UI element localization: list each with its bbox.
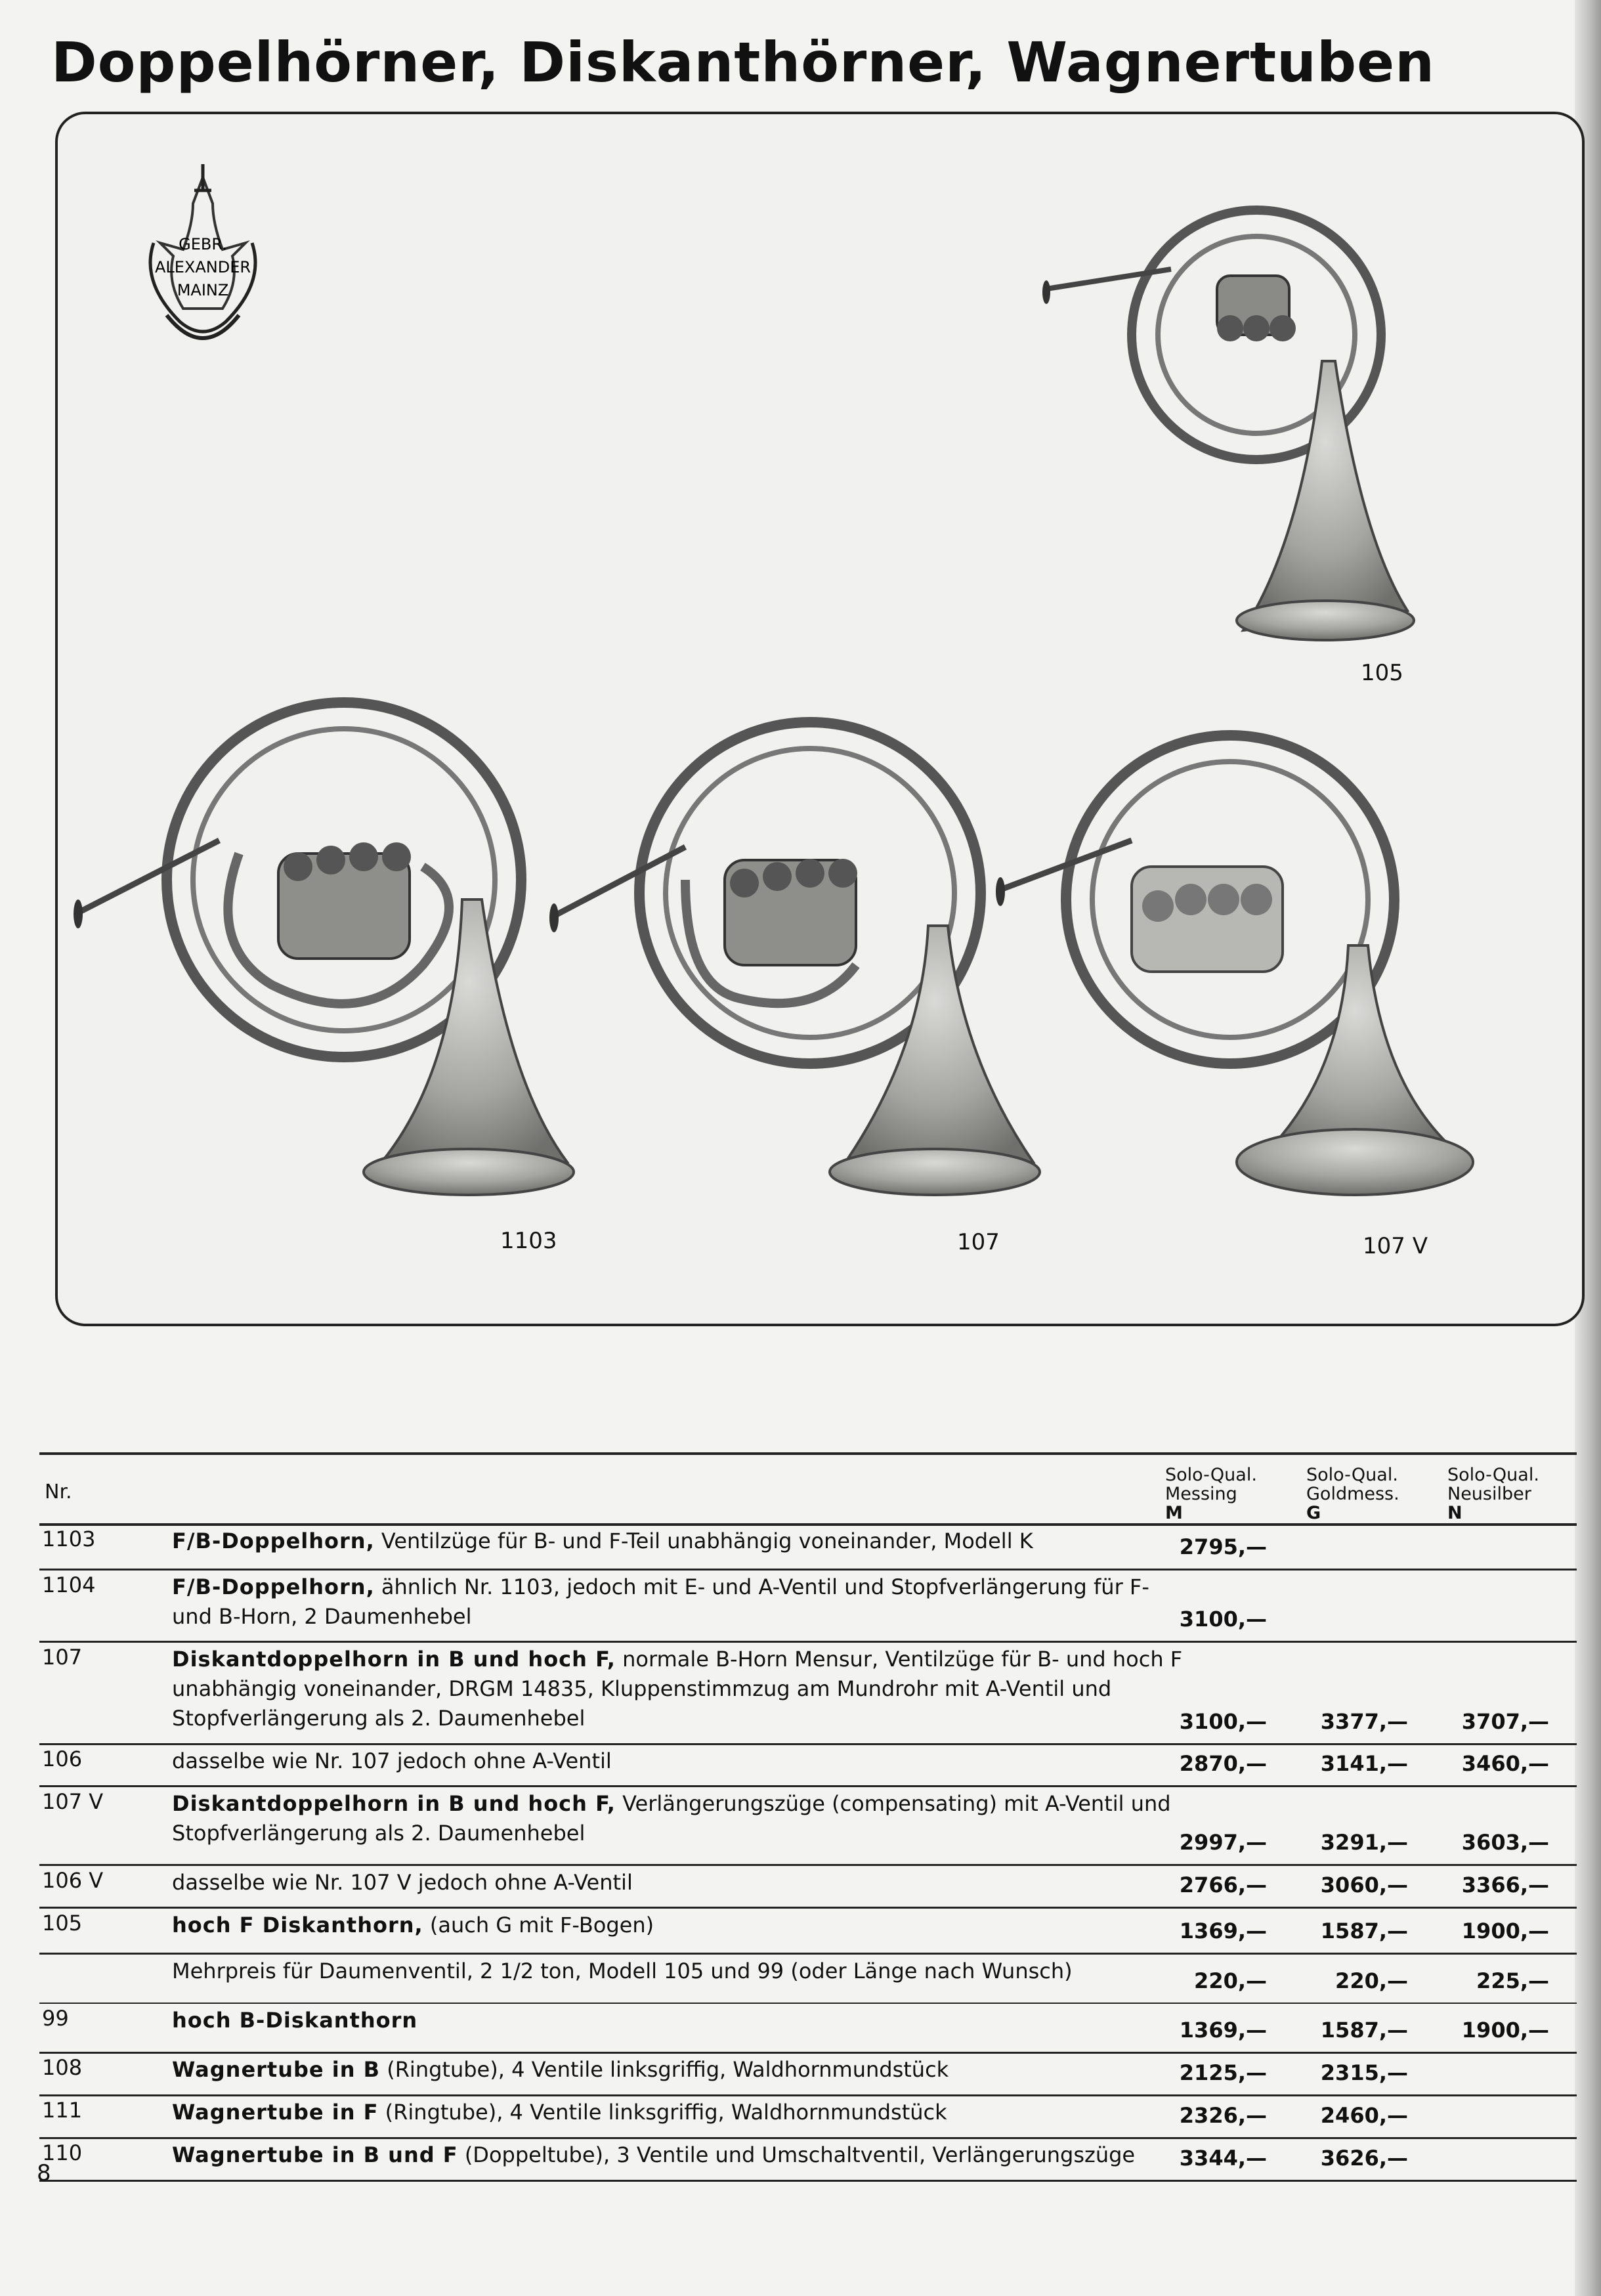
alexander-logo bbox=[150, 164, 255, 338]
page-title: Doppelhörner, Diskanthörner, Wagnertuben bbox=[51, 30, 1435, 95]
row-description bbox=[172, 1527, 1183, 1556]
col-header-code: G bbox=[1306, 1503, 1321, 1523]
horn-1103-image bbox=[74, 703, 574, 1195]
price-g: 2460,— bbox=[1320, 2103, 1408, 2128]
row-description bbox=[172, 1789, 1183, 1848]
table-row bbox=[39, 1789, 1577, 1863]
table-row bbox=[39, 1957, 1577, 2001]
row-text: normale B-Horn Mensur, Ventilzüge für B- und hoch F unabhängig voneinander, DRGM 14835, Kluppenstimmzug am Mundrohr mit A-Ventil und Stopfverlängerung als 2. Daumenhebel bbox=[172, 1647, 1183, 1731]
col-header-code: N bbox=[1447, 1503, 1462, 1523]
row-number: 106 bbox=[42, 1746, 83, 1771]
row-description bbox=[172, 2006, 1183, 2035]
price-m: 3100,— bbox=[1179, 1709, 1267, 1734]
price-g: 1587,— bbox=[1320, 2018, 1408, 2043]
row-text: (Doppeltube), 3 Ventile und Umschaltventil, Verlängerungszüge bbox=[458, 2142, 1136, 2167]
row-number: 107 bbox=[42, 1645, 83, 1670]
col-header-line1: Solo-Qual. bbox=[1447, 1465, 1539, 1485]
row-description bbox=[172, 1572, 1183, 1632]
row-rule bbox=[39, 1953, 1577, 1955]
row-number: 105 bbox=[42, 1911, 83, 1936]
row-number: 108 bbox=[42, 2055, 83, 2080]
table-row bbox=[39, 1746, 1577, 1784]
row-rule bbox=[39, 2003, 1577, 2004]
row-rule bbox=[39, 1569, 1577, 1570]
row-rule bbox=[39, 2094, 1577, 2096]
logo-line-2: ALEXANDER bbox=[154, 258, 251, 276]
horn-107v-image bbox=[996, 735, 1473, 1195]
col-header-line2: Neusilber bbox=[1447, 1484, 1531, 1504]
row-number: 99 bbox=[42, 2006, 69, 2031]
row-rule bbox=[39, 1743, 1577, 1745]
row-text: Verlängerungszüge (compensating) mit A-Ventil und Stopfverlängerung als 2. Daumenhebel bbox=[172, 1791, 1171, 1846]
row-description bbox=[172, 1957, 1183, 1986]
row-title: Wagnertube in B bbox=[172, 2057, 381, 2082]
row-text: Mehrpreis für Daumenventil, 2 1/2 ton, Modell 105 und 99 (oder Länge nach Wunsch) bbox=[172, 1959, 1073, 1983]
horn-107-image bbox=[549, 722, 1040, 1195]
row-number: 107 V bbox=[42, 1789, 104, 1814]
price-m: 2997,— bbox=[1179, 1830, 1267, 1855]
logo-line-1: GEBR. bbox=[179, 235, 227, 253]
row-description bbox=[172, 2055, 1183, 2085]
row-title: Wagnertube in B und F bbox=[172, 2142, 458, 2167]
price-g: 3141,— bbox=[1320, 1751, 1408, 1776]
price-m: 1369,— bbox=[1179, 1918, 1267, 1943]
price-n: 225,— bbox=[1476, 1968, 1549, 1993]
table-top-rule bbox=[39, 1452, 1577, 1455]
table-row bbox=[39, 1527, 1577, 1567]
row-title: hoch B-Diskanthorn bbox=[172, 2008, 418, 2033]
price-g: 2315,— bbox=[1320, 2060, 1408, 2085]
table-row bbox=[39, 2098, 1577, 2136]
row-description bbox=[172, 1868, 1183, 1897]
price-m: 2795,— bbox=[1179, 1534, 1267, 1559]
caption-1103: 1103 bbox=[500, 1228, 557, 1254]
row-title: hoch F Diskanthorn, bbox=[172, 1913, 423, 1938]
row-text: dasselbe wie Nr. 107 V jedoch ohne A-Ventil bbox=[172, 1870, 633, 1895]
price-m: 2766,— bbox=[1179, 1873, 1267, 1897]
row-text: dasselbe wie Nr. 107 jedoch ohne A-Ventil bbox=[172, 1748, 612, 1773]
row-rule bbox=[39, 1864, 1577, 1866]
row-number: 110 bbox=[42, 2140, 83, 2165]
row-rule bbox=[39, 1641, 1577, 1643]
row-rule bbox=[39, 1907, 1577, 1909]
row-text: (Ringtube), 4 Ventile linksgriffig, Waldhornmundstück bbox=[380, 2057, 949, 2082]
price-m: 2326,— bbox=[1179, 2103, 1267, 2128]
row-title: Wagnertube in F bbox=[172, 2100, 379, 2125]
price-m: 3344,— bbox=[1179, 2146, 1267, 2171]
price-g: 1587,— bbox=[1320, 1918, 1408, 1943]
price-g: 3060,— bbox=[1320, 1873, 1408, 1897]
col-header-line1: Solo-Qual. bbox=[1306, 1465, 1398, 1485]
price-g: 3626,— bbox=[1320, 2146, 1408, 2171]
caption-107: 107 bbox=[957, 1229, 1000, 1255]
table-row bbox=[39, 1572, 1577, 1639]
row-title: F/B-Doppelhorn, bbox=[172, 1528, 375, 1553]
table-row bbox=[39, 2140, 1577, 2178]
col-header-goldmess bbox=[1306, 1465, 1399, 1523]
price-n: 3603,— bbox=[1461, 1830, 1549, 1855]
caption-105: 105 bbox=[1361, 660, 1403, 686]
price-n: 3366,— bbox=[1461, 1873, 1549, 1897]
horn-105-image bbox=[1042, 210, 1414, 640]
instrument-illustrations bbox=[55, 112, 1585, 1326]
price-n: 3707,— bbox=[1461, 1709, 1549, 1734]
table-row bbox=[39, 1911, 1577, 1951]
table-row bbox=[39, 2006, 1577, 2050]
row-text: (auch G mit F-Bogen) bbox=[423, 1913, 654, 1938]
row-rule bbox=[39, 1785, 1577, 1787]
price-g: 3291,— bbox=[1320, 1830, 1408, 1855]
row-number: 1103 bbox=[42, 1527, 96, 1551]
col-header-neusilber bbox=[1447, 1465, 1539, 1523]
row-description bbox=[172, 1645, 1183, 1733]
row-description bbox=[172, 1746, 1183, 1776]
row-text: (Ringtube), 4 Ventile linksgriffig, Waldhornmundstück bbox=[378, 2100, 947, 2125]
price-n: 3460,— bbox=[1461, 1751, 1549, 1776]
table-row bbox=[39, 1868, 1577, 1905]
row-text: ähnlich Nr. 1103, jedoch mit E- und A-Ventil und Stopfverlängerung für F-und B-Horn, 2 Daumenhebel bbox=[172, 1574, 1149, 1629]
price-m: 1369,— bbox=[1179, 2018, 1267, 2043]
col-header-messing bbox=[1165, 1465, 1257, 1523]
col-header-code: M bbox=[1165, 1503, 1183, 1523]
row-title: F/B-Doppelhorn, bbox=[172, 1574, 375, 1599]
nr-header: Nr. bbox=[45, 1481, 72, 1504]
price-g: 220,— bbox=[1335, 1968, 1408, 1993]
price-m: 2870,— bbox=[1179, 1751, 1267, 1776]
price-g: 3377,— bbox=[1320, 1709, 1408, 1734]
row-number: 106 V bbox=[42, 1868, 104, 1893]
row-text: Ventilzüge für B- und F-Teil unabhängig voneinander, Modell K bbox=[374, 1528, 1033, 1553]
row-description bbox=[172, 2140, 1183, 2170]
logo-line-3: MAINZ bbox=[177, 281, 229, 299]
row-number: 111 bbox=[42, 2098, 83, 2123]
table-row bbox=[39, 1645, 1577, 1742]
row-description bbox=[172, 1911, 1183, 1940]
col-header-line2: Messing bbox=[1165, 1484, 1237, 1504]
price-n: 1900,— bbox=[1461, 1918, 1549, 1943]
row-description bbox=[172, 2098, 1183, 2127]
col-header-line2: Goldmess. bbox=[1306, 1484, 1399, 1504]
price-m: 220,— bbox=[1194, 1968, 1267, 1993]
col-header-line1: Solo-Qual. bbox=[1165, 1465, 1257, 1485]
price-m: 2125,— bbox=[1179, 2060, 1267, 2085]
table-row bbox=[39, 2055, 1577, 2093]
page-number: 8 bbox=[37, 2160, 51, 2186]
price-m: 3100,— bbox=[1179, 1607, 1267, 1632]
price-n: 1900,— bbox=[1461, 2018, 1549, 2043]
caption-107v: 107 V bbox=[1363, 1233, 1428, 1259]
row-title: Diskantdoppelhorn in B und hoch F, bbox=[172, 1791, 616, 1816]
row-title: Diskantdoppelhorn in B und hoch F, bbox=[172, 1647, 616, 1672]
row-rule bbox=[39, 2180, 1577, 2182]
table-header-rule bbox=[39, 1523, 1577, 1526]
row-rule bbox=[39, 2137, 1577, 2139]
row-number: 1104 bbox=[42, 1572, 96, 1597]
row-rule bbox=[39, 2052, 1577, 2054]
